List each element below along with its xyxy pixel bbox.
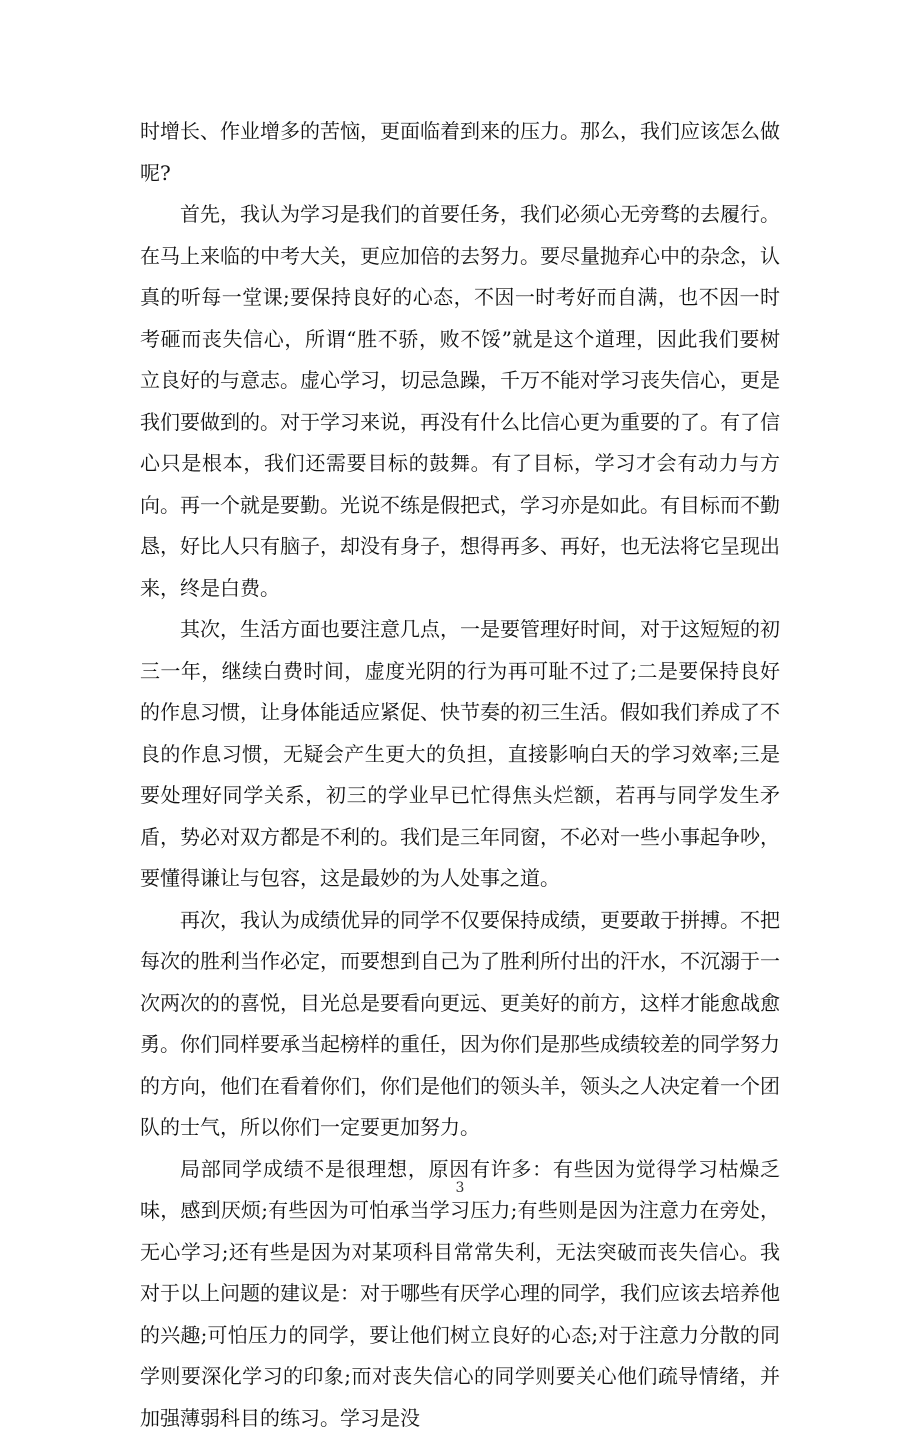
paragraph-third: 再次，我认为成绩优异的同学不仅要保持成绩，更要敢于拼搏。不把每次的胜利当作必定，而要想到自己为了胜利所付出的汗水，不沉溺于一次两次的的喜悦，目光总是要看向更远、更美好的前方，这样才能愈战愈勇。你们同样要承当起榜样的重任，因为你们是那些成绩较差的同学努力的方向，他们在看着你们，你们是他们的领头羊，领头之人决定着一个团队的士气，所以你们一定要更加努力。 [140,900,780,1149]
paragraph-continued: 时增长、作业增多的苦恼，更面临着到来的压力。那么，我们应该怎么做呢? [140,111,780,194]
paragraph-second: 其次，生活方面也要注意几点，一是要管理好时间，对于这短短的初三一年，继续白费时间，虚度光阴的行为再可耻不过了;二是要保持良好的作息习惯，让身体能适应紧促、快节奏的初三生活。假如我们养成了不良的作息习惯，无疑会产生更大的负担，直接影响白天的学习效率;三是要处理好同学关系，初三的学业早已忙得焦头烂额，若再与同学发生矛盾，势必对双方都是不利的。我们是三年同窗，不必对一些小事起争吵，要懂得谦让与包容，这是最妙的为人处事之道。 [140,609,780,900]
page-number: 3 [0,1180,920,1196]
paragraph-first: 首先，我认为学习是我们的首要任务，我们必须心无旁骛的去履行。在马上来临的中考大关，更应加倍的去努力。要尽量抛弃心中的杂念，认真的听每一堂课;要保持良好的心态，不因一时考好而自满，也不因一时考砸而丧失信心，所谓“胜不骄，败不馁”就是这个道理，因此我们要树立良好的与意志。虚心学习，切忌急躁，千万不能对学习丧失信心，更是我们要做到的。对于学习来说，再没有什么比信心更为重要的了。有了信心只是根本，我们还需要目标的鼓舞。有了目标，学习才会有动力与方向。再一个就是要勤。光说不练是假把式，学习亦是如此。有目标而不勤恳，好比人只有脑子，却没有身子，想得再多、再好，也无法将它呈现出来，终是白费。 [140,194,780,609]
paragraph-fourth: 局部同学成绩不是很理想，原因有许多：有些因为觉得学习枯燥乏味，感到厌烦;有些因为可怕承当学习压力;有些则是因为注意力在旁处，无心学习;还有些是因为对某项科目常常失利，无法突破而丧失信心。我对于以上问题的建议是：对于哪些有厌学心理的同学，我们应该去培养他的兴趣;可怕压力的同学，要让他们树立良好的心态;对于注意力分散的同学则要深化学习的印象;而对丧失信心的同学则要关心他们疏导情绪，并加强薄弱科目的练习。学习是没 [140,1149,780,1439]
document-body [140,111,780,1439]
